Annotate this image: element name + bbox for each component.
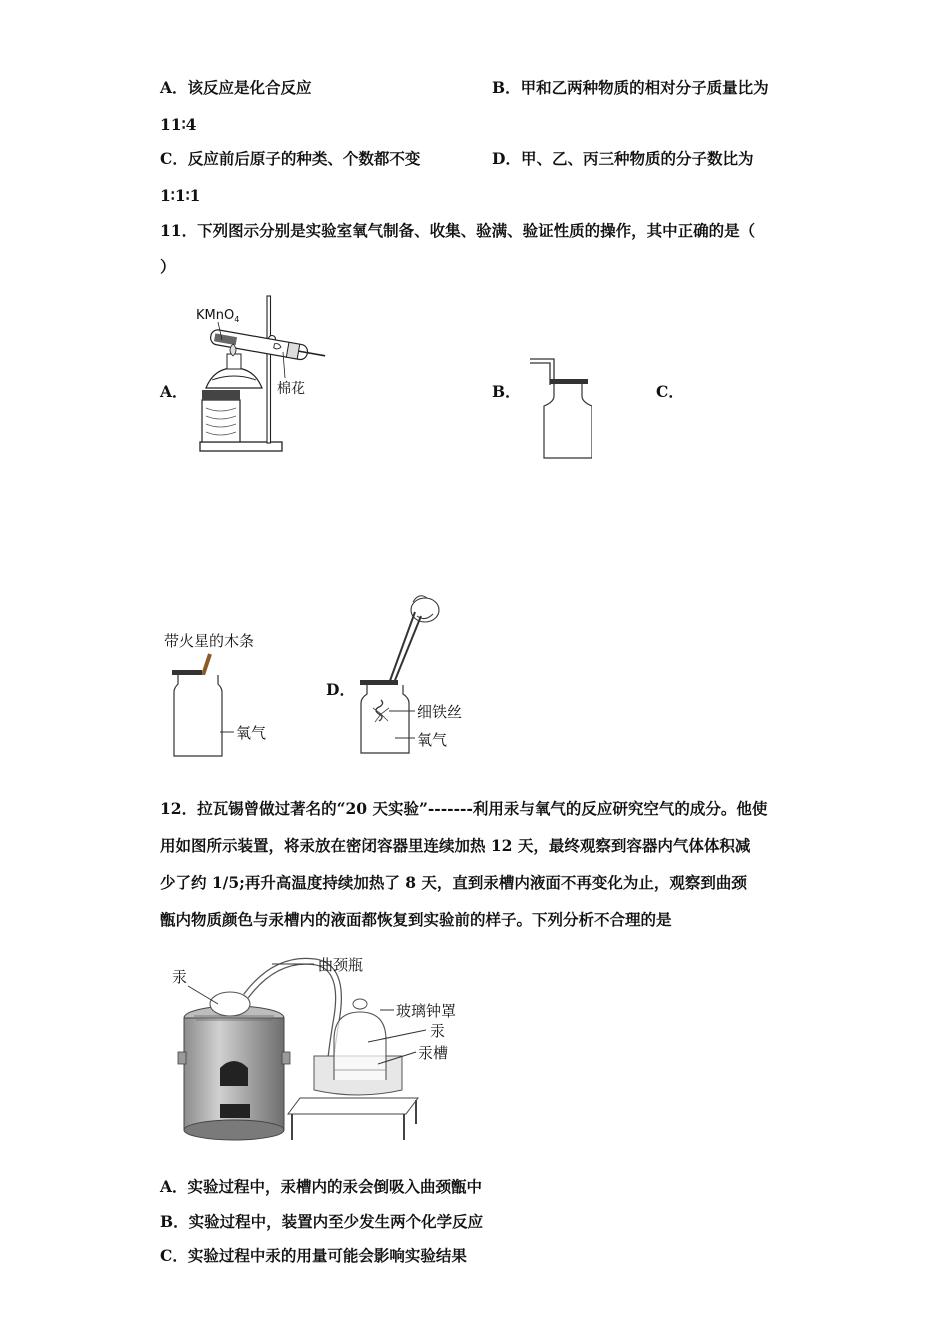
figure-d-iron-wire <box>355 588 480 758</box>
q11-label-a: A． <box>160 382 188 401</box>
fig-q12-mercury2-label: 汞 <box>430 1022 446 1040</box>
q12-stem-line2: 用如图所示装置，将汞放在密闭容器里连续加热 12 天，最终观察到容器内气体体积减 <box>160 836 751 855</box>
figure-b-gas-bottle <box>526 355 592 461</box>
fig-c-splint-label: 带火星的木条 <box>164 632 255 650</box>
fig-q12-bell-jar-label: 玻璃钟罩 <box>396 1002 457 1020</box>
q12-option-c: C．实验过程中汞的用量可能会影响实验结果 <box>160 1246 467 1265</box>
q12-stem-line3: 少了约 1/5;再升高温度持续加热了 8 天，直到汞槽内液面不再变化为止，观察到曲颈 <box>160 873 747 892</box>
q10-option-b-cont: 11∶4 <box>160 115 197 134</box>
figure-c-splint-test <box>158 628 288 760</box>
q11-label-c: C． <box>656 382 684 401</box>
fig-d-oxygen-label: 氧气 <box>417 731 448 749</box>
q10-option-a: A．该反应是化合反应 <box>160 78 312 97</box>
q10-option-d: D．甲、乙、丙三种物质的分子数比为 <box>492 149 754 168</box>
fig-a-kmno4-label: KMnO$_4$ <box>196 308 240 324</box>
q10-option-b: B．甲和乙两种物质的相对分子质量比为 <box>492 78 769 97</box>
fig-d-wire-label: 细铁丝 <box>417 703 463 721</box>
fig-q12-retort-label: 曲颈瓶 <box>318 956 364 974</box>
q10-option-c: C．反应前后原子的种类、个数都不变 <box>160 149 421 168</box>
q10-option-d-cont: 1∶1∶1 <box>160 186 201 205</box>
fig-q12-mercury-label: 汞 <box>172 968 188 986</box>
q12-option-a: A．实验过程中，汞槽内的汞会倒吸入曲颈甑中 <box>160 1177 483 1196</box>
q12-option-b: B．实验过程中，装置内至少发生两个化学反应 <box>160 1212 484 1231</box>
figure-q12-lavoisier-apparatus <box>168 948 478 1143</box>
fig-a-cotton-label: 棉花 <box>277 381 305 397</box>
fig-q12-trough-label: 汞槽 <box>418 1044 449 1062</box>
fig-c-oxygen-label: 氧气 <box>236 724 267 742</box>
q12-stem-line4: 甑内物质颜色与汞槽内的液面都恢复到实验前的样子。下列分析不合理的是 <box>160 910 672 929</box>
q11-label-d: D． <box>326 680 355 699</box>
figure-a-heating-apparatus <box>188 292 333 457</box>
q11-stem-line2: ） <box>160 257 176 276</box>
q11-label-b: B． <box>492 382 521 401</box>
q11-stem-line1: 11．下列图示分别是实验室氧气制备、收集、验满、验证性质的操作，其中正确的是（ <box>160 221 756 240</box>
q12-stem-line1: 12．拉瓦锡曾做过著名的“20 天实验”-------利用汞与氧气的反应研究空气的成分。他使 <box>160 799 768 818</box>
